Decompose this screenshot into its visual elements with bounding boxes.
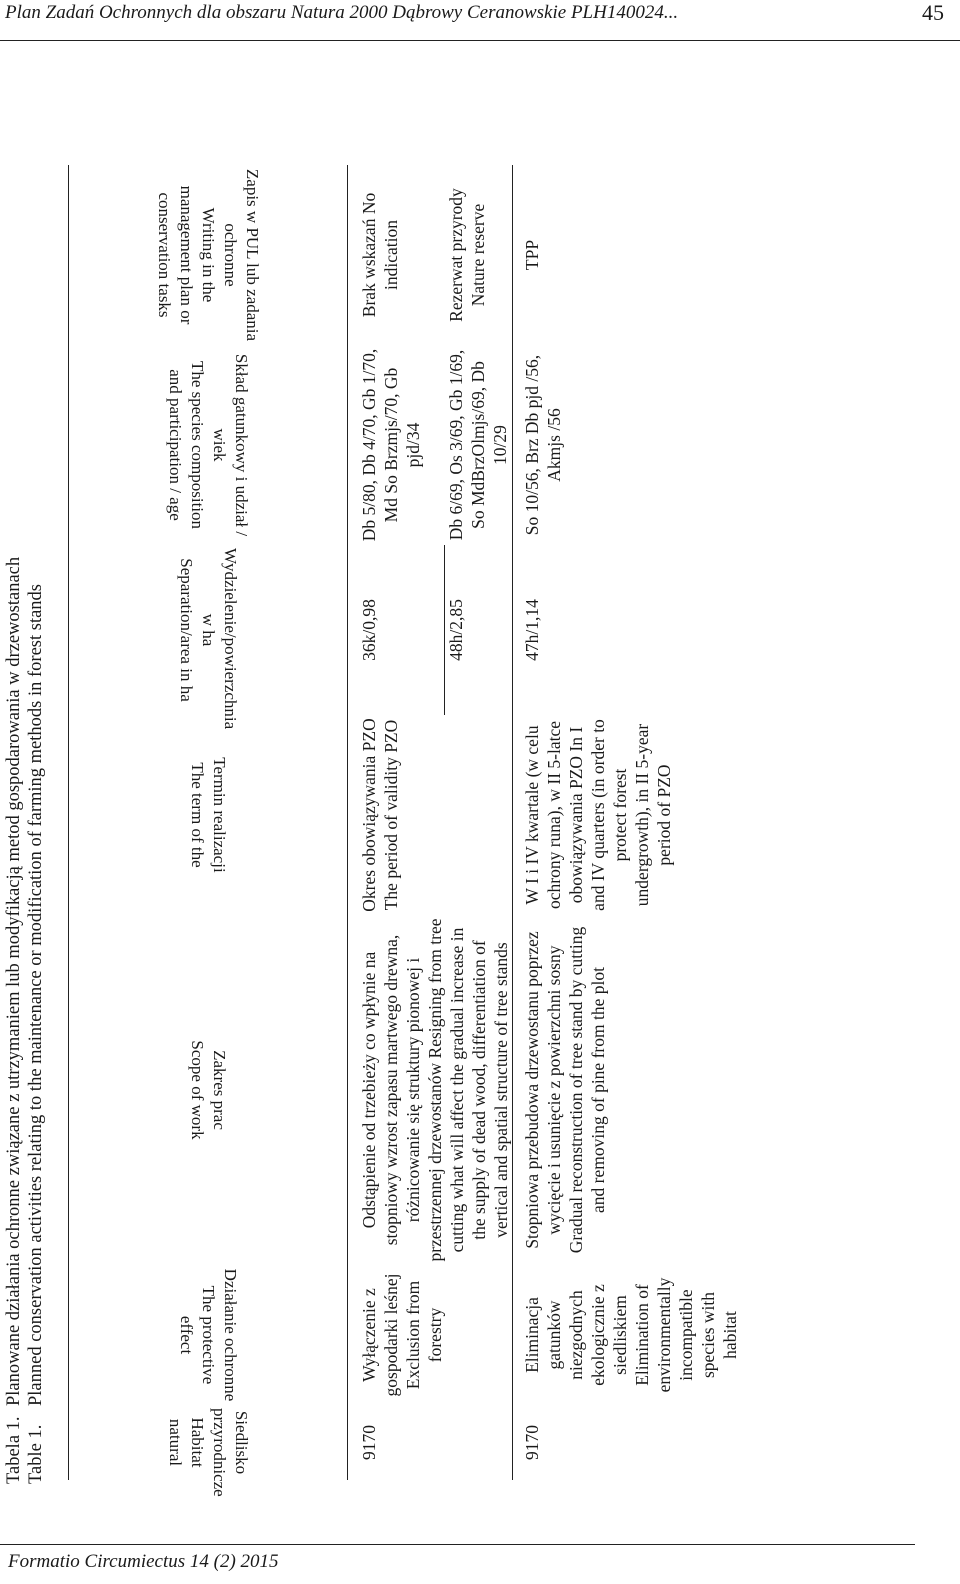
cell-record: TPP [513,165,742,345]
rotated-table-area [0,90,945,1497]
caption-en-text: Planned conservation activities relating to the maintenance or modification of farming methods in forest stands [26,584,46,1406]
footer-rule [0,1544,915,1545]
cell-separation: 48h/2,85 [445,545,513,715]
cell-term: W I i IV kwartale (w celu ochrony runa), w II 5-latce obowiązywania PZO In I and IV quarters (in order to protect forest undergrowth), in II 5-year period of PZO [513,715,742,915]
cell-species: So 10/56, Brz Db pjd /56, Akmjs /56 [513,345,742,545]
cell-separation: 47h/1,14 [513,545,742,715]
header-term: Termin realizacji The term of the [69,715,348,915]
header-action: Działanie ochronne The protective effect [69,1265,348,1405]
caption-en [25,104,47,1484]
cell-habitat: 9170 [513,1405,742,1480]
conservation-table [68,165,741,1497]
cell-record: Rezerwat przyrody Nature reserve [445,188,488,322]
header-scope: Zakres prac Scope of work [69,915,348,1265]
cell-habitat: 9170 [359,1425,379,1460]
running-head-title: Plan Zadań Ochronnych dla obszaru Natura 2000 Dąbrowy Ceranowskie PLH140024... [5,2,679,23]
caption-pl-text: Planowane działania ochronne związane z utrzymaniem lub modyfikacją metod gospodarowania w drzewostanach [4,556,24,1406]
running-head [0,0,960,40]
cell-scope: Stopniowa przebudowa drzewostanu poprzez wycięcie i usunięcie z powierzchni sosny Gradual reconstruction of tree stand by cutting and removing of pine from the plot [513,915,742,1265]
table-row [513,165,742,1480]
cell-action: Wyłączenie z gospodarki leśnej Exclusion from forestry [359,1273,445,1397]
table-row [348,165,445,1480]
header-separation: Wydzielenie/powierzchnia w ha Separation/area in ha [69,545,348,715]
cell-record: Brak wskazań No indication [359,192,401,318]
caption-en-label: Table 1. [26,1424,46,1484]
cell-action: Eliminacja gatunków niezgodnych ekologicznie z siedliskiem Elimination of environmentally incompatible species with habitat [513,1265,742,1405]
cell-species: Db 6/69, Os 3/69, Gb 1/69, So MdBrzOlmjs/69, Db 10/29 [445,349,510,541]
header-rule [0,40,960,41]
header-row [69,165,348,1480]
running-foot: Formatio Circumiectus 14 (2) 2015 [8,1551,279,1572]
cell-scope: Odstąpienie od trzebieży co wpłynie na stopniowy wzrost zapasu martwego drewna, różnicowanie się struktury pionowej i przestrzennej drzewostanów Resigning from tree cutting what will affect the gradual increase in the supply of dead wood, differentiation of vertical and spatial structure of tree stands [359,918,511,1262]
caption-pl [3,104,25,1484]
header-record: Zapis w PUL lub zadania ochronne Writing in the management plan or conservation tasks [69,165,348,345]
header-habitat: Siedlisko przyrodnicze Habitat natural [69,1405,348,1480]
header-species: Skład gatunkowy i udział / wiek The species composition and participation / age [69,345,348,545]
page-number: 45 [922,0,944,25]
caption-pl-label: Tabela 1. [4,1416,24,1484]
table-caption [3,104,47,1484]
cell-term: Okres obowiązywania PZO The period of validity PZO [359,718,401,912]
cell-species: Db 5/80, Db 4/70, Gb 1/70, Md So Brzmjs/70, Gb pjd/34 [359,348,423,542]
cell-separation: 36k/0,98 [359,599,379,661]
